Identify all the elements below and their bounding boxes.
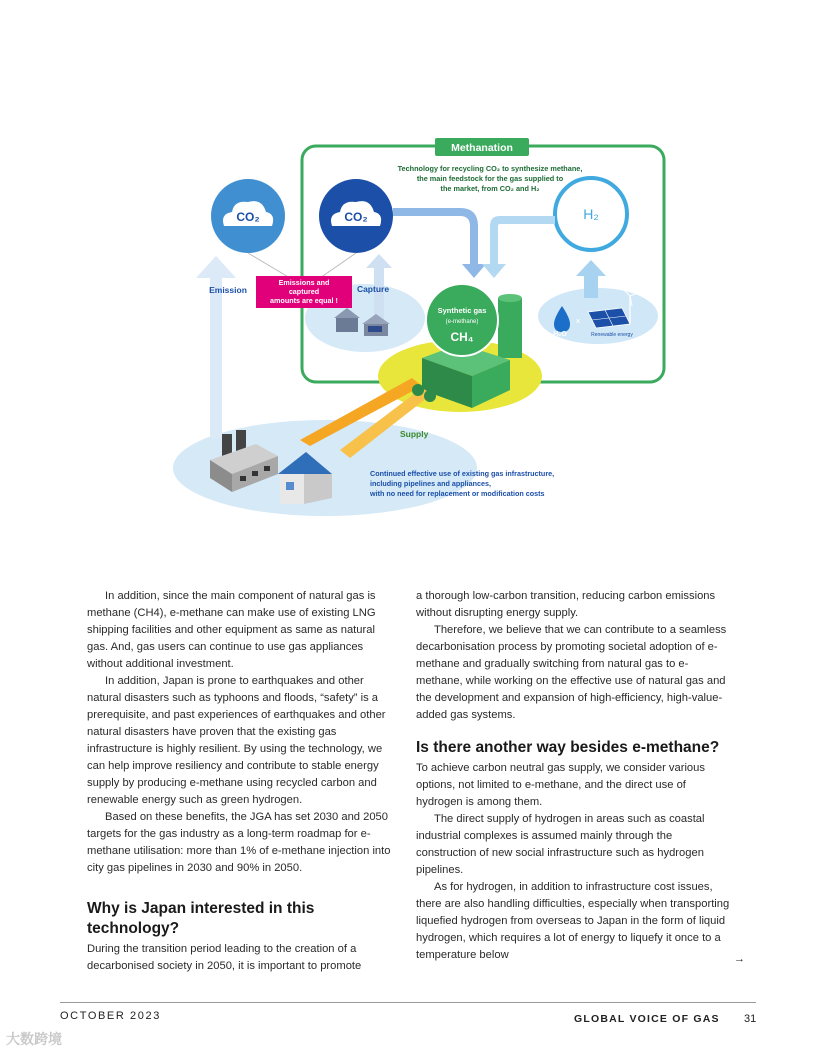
emission-label: Emission bbox=[209, 285, 247, 295]
capture-label: Capture bbox=[356, 284, 390, 294]
emission-arrow bbox=[196, 256, 236, 438]
right-paragraph-1: a thorough low-carbon transition, reducing carbon emissions without disrupting energy supply. bbox=[416, 590, 716, 619]
e-methane-label: (e-methane) bbox=[445, 319, 479, 325]
left-paragraph-2: In addition, Japan is prone to earthquakes and other natural disasters such as typhoons and floods, “safety” is a prerequisite, and past experiences of earthquakes and other natural disasters have proven that the existing gas infrastructure is highly resilient. By using the technology, we can help improve resiliency and contribute to stable energy supply by producing e-methane using recycled carbon and renewable energy such as green hydrogen. bbox=[87, 675, 386, 806]
connector-right bbox=[320, 253, 356, 278]
right-paragraph-5: As for hydrogen, in addition to infrastructure cost issues, there are also handling difficulties, especially when transporting liquefied hydrogen from overseas to Japan in the form of liquid hydrogen, which requires a lot of energy to liquefy it once to a temperature below bbox=[416, 881, 730, 961]
right-paragraph-2: Therefore, we believe that we can contribute to a seamless decarbonisation process by promoting societal adoption of e-methane and gradually switching from natural gas to e-methane, while working on the effective use of natural gas and the development and expansion of high-efficiency, high-value-added gas systems. bbox=[416, 624, 727, 721]
equal-box-line-2: captured bbox=[288, 287, 320, 296]
x-icon: × bbox=[575, 316, 581, 326]
supply-label: Supply bbox=[400, 429, 429, 439]
footer-date: OCTOBER 2023 bbox=[60, 1010, 161, 1022]
ch4-label: CH₄ bbox=[450, 330, 474, 344]
pipe-joint bbox=[424, 390, 436, 402]
continue-arrow-icon: → bbox=[734, 953, 745, 965]
section-heading-another-way: Is there another way besides e-methane? bbox=[416, 739, 720, 756]
methanation-desc-2: the main feedstock for the gas supplied to bbox=[416, 174, 564, 183]
co2-left-label: CO₂ bbox=[236, 210, 260, 224]
methanation-desc-3: the market, from CO₂ and H₂ bbox=[440, 184, 540, 193]
equal-box-line-1: Emissions and bbox=[278, 278, 330, 287]
left-paragraph-1: In addition, since the main component of natural gas is methane (CH4), e-methane can make use of existing LNG shipping facilities and other equipment as same as natural gas. And, gas users can continue to use gas appliances without additional investment. bbox=[87, 590, 376, 670]
footer-divider bbox=[60, 1002, 756, 1003]
renewable-label: Renewable energy bbox=[591, 332, 633, 338]
methanation-desc-1: Technology for recycling CO₂ to synthesize methane, bbox=[397, 164, 583, 173]
left-column bbox=[87, 588, 393, 975]
co2-right-label: CO₂ bbox=[344, 210, 368, 224]
pipe-joint bbox=[412, 384, 424, 396]
continued-line-2: including pipelines and appliances, bbox=[370, 479, 492, 488]
right-paragraph-4: The direct supply of hydrogen in areas such as coastal industrial complexes is assumed mainly through the construction of new social infrastructure such as hydrogen pipelines. bbox=[416, 813, 705, 876]
watermark: 大数跨境 bbox=[6, 1031, 62, 1047]
solar-panel-icon bbox=[588, 308, 630, 328]
right-column bbox=[416, 588, 734, 964]
methanation-diagram bbox=[160, 128, 680, 518]
h2-label: H₂ bbox=[583, 206, 599, 222]
continued-line-3: with no need for replacement or modification costs bbox=[370, 489, 545, 498]
page-number: 31 bbox=[744, 1013, 757, 1025]
continued-line-1: Continued effective use of existing gas infrastructure, bbox=[370, 469, 555, 478]
section-heading-why-japan: Why is Japan interested in this technology? bbox=[87, 900, 315, 937]
footer-publication: GLOBAL VOICE OF GAS bbox=[574, 1013, 720, 1025]
connector-left bbox=[248, 253, 290, 278]
synthetic-gas-label: Synthetic gas bbox=[437, 306, 487, 315]
right-paragraph-3: To achieve carbon neutral gas supply, we consider various options, not limited to e-methane, and the direct use of hydrogen is among them. bbox=[416, 762, 705, 808]
equal-box-line-3: amounts are equal ! bbox=[270, 296, 338, 305]
h2-to-synthesis-arrow bbox=[482, 216, 555, 278]
left-paragraph-4: During the transition period leading to the creation of a decarbonised society in 2050, it is important to promote bbox=[87, 943, 362, 972]
co2-to-synthesis-arrow bbox=[393, 208, 486, 278]
left-paragraph-3: Based on these benefits, the JGA has set 2030 and 2050 targets for the gas industry as a long-term roadmap for e-methane utilisation: more than 1% of e-methane injection into city gas pipelines in 2030 and 90% in 2050. bbox=[87, 811, 391, 874]
methanation-title: Methanation bbox=[451, 142, 513, 154]
h2o-label: H₂O bbox=[553, 331, 567, 338]
